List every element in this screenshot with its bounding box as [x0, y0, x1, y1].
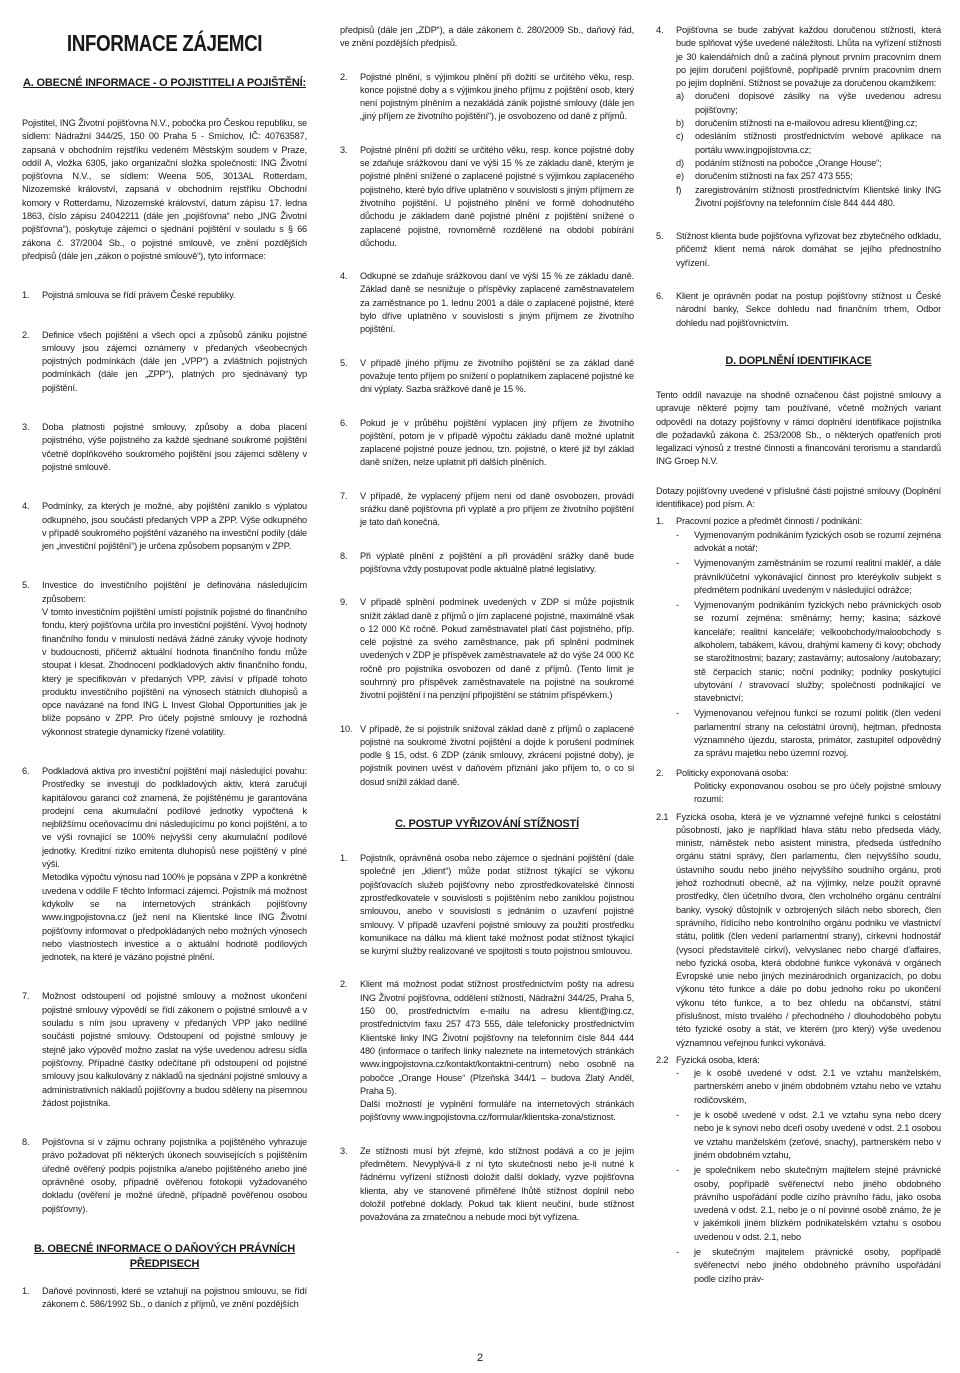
list-item: 8. Pojišťovna si v zájmu ochrany pojistníka a pojištěného vyhrazuje právo požadovat při některých úkonech souvisejících s pojištěním úředně ověřený podpis pojistníka a/anebo pojištěného anebo jiné oprávněné osoby, případně ověřenou fotokopii vyžadovaného dokladu (ověření je možné úředně, případně pověřenou osobou pojišťovny). [22, 1137, 307, 1214]
section-d-intro-2: Dotazy pojišťovny uvedené v příslušné části pojistné smlouvy (Doplnění identifikace) pod písm. A: [656, 485, 941, 510]
dash-item: - je k osobě uvedené v odst. 2.1 ve vztahu manželském, partnerském anebo v jiném obdobném vztahu nebo ve vztahu rodičovském, [676, 1068, 941, 1105]
list-item: 6. Podkladová aktiva pro investiční pojištění mají následující povahu: Prostředky se investují do podkladových aktiv, která zaručují kapitálovou garanci což znamená, že pojištěnému je garantována prodejní cena akumulační podílové jednotky vypočtená k nejbližšímu oceňovacímu dni následujícímu po konci pojištění, a to ve výši rovnající se 100% nejvyšší ceny akumulační podílové jednotky. Kreditní riziko emitenta dluhopisů nese pojištěný v plné výši. Metodika výpočtu výnosu nad 100% je popsána v ZPP a konkrétně uvedena v oddíle F těchto Informací zájemci. Pojistník má možnost kdykoliv se na internetových stránkách pojišťovny www.ingpojistovna.cz (jež není na Klientské lince ING Životní pojišťovny informovat o předpokládaných nebo možných výnosech nebo vlastnostech investice a o aktuální hodnotě podílových jednotek, na které je vázáno pojistné plnění. [22, 765, 307, 963]
section-b-title-line2: PŘEDPISECH [129, 1257, 200, 1270]
dash-item: - Vyjmenovaným podnikáním fyzických osob se rozumí zejména advokát a notář; [676, 529, 941, 553]
list-item: 5. Investice do investičního pojištění je definována následujícím způsobem: V tomto investičním pojištění umístí pojistník pojistné do finančního fondu, který pojišťovna určila pro investiční pojištění. Vývoj hodnoty finančního fondu v minulosti nedává žádné záruky vývoje hodnoty v budoucnosti, přičemž aktuální hodnota finančního fondu může stoupat i klesat. Zhodnocení podkladových aktiv finančního fondu, který je specifikován v předaných VPP, závisí v případě tohoto produktu investičního pojištění na výnosech státních dluhopisů a opce navázané na fond ING L Invest Global Opportunities jak je blíže popsáno v ZPP. Pro účely pojistné smlouvy je rozhodná výkonnost strategie dynamicky řízené volatility. [22, 580, 307, 737]
sub-item: e) doručením stížnosti na fax 257 473 555; [676, 171, 853, 182]
list-item: 2.2 Fyzická osoba, která: [656, 1054, 760, 1065]
section-c-title: C. POSTUP VYŘIZOVÁNÍ STÍŽNOSTÍ [395, 818, 579, 831]
list-item: 4. Odkupné se zdaňuje srážkovou daní ve výši 15 % ze základu daně. Základ daně se nesnižuje o příspěvky zaplacené zaměstnavatelem za zaměstnance po 1. lednu 2001 a dále o zaplacené pojistné, které bylo dříve uplatněno v souvislosti s jiným příjmem ze životního pojištění. [340, 271, 634, 335]
list-item: 2. Klient má možnost podat stížnost prostřednictvím pošty na adresu ING Životní pojišťovna, oddělení stížností, Nádražní 344/25, Praha 5, 150 00, prostřednictvím e-mailu na adresu klient@ing.cz, prostřednictvím faxu 257 473 555, dále telefonicky prostřednictvím Klientské linky ING Životní pojišťovny na telefonním čísle 844 444 480 (informace o tarifech linky naleznete na internetových stránkách www.ingpojistovna.cz/kontakt/kontaktni-centrum) nebo osobně na pobočce „Orange House“ (Plzeňská 344/1 – budova Zlatý Anděl, Praha 5). Další možností je vyplnění formuláře na internetových stránkách pojišťovny www.ingpojistovna.cz/formular/klientska-zona/stiznost. [340, 979, 634, 1123]
list-item: 1. Pojistník, oprávněná osoba nebo zájemce o sjednání pojištění (dále společně jen „klient“) může podat stížnost týkající se výkonu pojišťovacích služeb pojišťovny nebo zprostředkovatelské činnosti zprostředkovatele v souvislosti s pojištěním nebo zaniklou pojistnou smlouvou, anebo v souvislosti s jednáním o uzavření pojistné smlouvy. V případě uzavření pojistné smlouvy za použití prostředku komunikace na dálku má klient také možnost podat stížnost týkající se kurýrní služby realizované ve spojitosti s touto pojistnou smlouvou. [340, 853, 634, 957]
sub-item: d) podáním stížnosti na pobočce „Orange House“; [676, 157, 882, 168]
list-item: 3. Pojistné plnění při dožití se určitého věku, resp. konce pojistné doby se zdaňuje srážkovou daní ve výši 15 % ze základu daně, kterým je pojistné plnění snížené o zaplacené pojistné s výjimkou zaplaceného pojistného, které bylo dříve uplatněno v souvislosti s jiným příjmem ze životního pojištění. U pojistného plnění ve formě dohodnutého důchodu je základem daně pojistné plnění z pojištění snížené o zaplacené pojistné, rovnoměrně rozdělené na období pobírání důchodu. [340, 144, 634, 248]
dash-item: - je společníkem nebo skutečným majitelem stejné právnické osoby, popřípadě svěřenectví nebo jiného obdobného právního uspořádání podle cizího právního řádu, jako osoba uvedená v odst. 2.1, nebo je o ní povinné osobě známo, že je v jakémkoli jiném blízkém podnikatelském vztahu s osobou uvedenou v odst. 2.1, nebo [676, 1165, 941, 1242]
section-a-title: A. OBECNÉ INFORMACE - O POJISTITELI A POJIŠTĚNÍ: [23, 77, 306, 89]
list-item: 7. V případě, že vyplacený příjem není od daně osvobozen, provádí srážku daně pojišťovna při výplatě a pro příjem ze životního pojištění je tato daň konečná. [340, 490, 634, 528]
column-left [22, 24, 307, 1324]
list-item: 1. Daňové povinnosti, které se vztahují na pojistnou smlouvu, se řídí zákonem č. 586/1992 Sb., o daních z příjmů, ve znění pozdějších [22, 1285, 307, 1310]
list-item: 2. Definice všech pojištění a všech opcí a způsobů zániku pojistné smlouvy jsou zájemci oznámeny v předaných všeobecných pojistných podmínkách (dále jen „VPP“) a zvláštních pojistných podmínkách (dále jen „ZPP“), platných pro sjednávaný typ pojištění. [22, 329, 307, 393]
dash-list [676, 1067, 941, 1286]
sub-item: c) odesláním stížnosti prostřednictvím webové aplikace na portálu www.ingpojistovna.cz; [676, 131, 941, 155]
dash-item: - Vyjmenovaným podnikáním fyzických nebo právnických osob se rozumí zejména: směnárny; herny; kasina; sázkové kanceláře; realitní kanceláře; velkoobchody/maloobchody s alkoholem, tabákem, kávou, drahými kameny či kovy; obchody se starožitnostmi; bazary; zastavárny; autosalony /autobazary; stě čerpacích stanic; noční podniky; podniky poskytující ubytování / stravovací služby; společnosti podnikající ve stavebnictví; [676, 600, 941, 704]
list-item: 6. Pokud je v průběhu pojištění vyplacen jiný příjem ze životního pojištění, potom je v případě výpočtu základu daně možné uplatnit zaplacené pojistné pouze jednou, tzn. pojistné, o které již byl základ daně snížen, nelze uplatnit při dalších plněních. [340, 417, 634, 468]
dash-list [676, 529, 941, 761]
list-item: 8. Při výplatě plnění z pojištění a při provádění srážky daně bude pojišťovna vždy postupovat podle aktuálně platné legislativy. [340, 550, 634, 574]
dash-item: - Vyjmenovanou veřejnou funkcí se rozumí politik (člen vedení parlamentní strany na celostátní úrovni), hejtman, přednosta významného újezdu, starosta, primátor, zastupitel odpovědný za správu majetku nebo územní rozvoj. [676, 708, 941, 759]
insurer-intro: Pojistitel, ING Životní pojišťovna N.V., pobočka pro Českou republiku, se sídlem: Nádražní 344/25, 150 00 Praha 5 - Smíchov, IČ: 40763587, zapsaná v obchodním rejstříku vedeném Městským soudem v Praze, oddíl A, vložka 6305, jako organizační složka společnosti: ING Životní pojišťovna N.V., se sídlem: Weena 505, 3013AL Rotterdam, Nizozemské království, zapsaná v obchodním rejstříku Obchodní komory v Rotterdamu, Nizozemské království, datum zápisu 17. ledna 1863, číslo zápisu 24042211 (dále jen „pojišťovna“ nebo „ING Životní pojišťovna“), poskytuje zájemci o sjednání pojištění v souladu s § 66 zákona č. 37/2004 Sb., o pojistné smlouvě, ve znění pozdějších předpisů (dále jen „zákon o pojistné smlouvě“), tyto informace: [22, 118, 307, 261]
list-item: 4. Pojišťovna se bude zabývat každou doručenou stížností, která bude splňovat výše uvedené náležitosti. Lhůta na vyřízení stížnosti je 30 kalendářních dnů a začíná plynout prvním pracovním dnem po jejím doručení pojišťovně, popřípadě prvním pracovním dnem po jejím doplnění. Stížnost se považuje za doručenou okamžikem: a) doručení dopisové zásilky na výše uvedenou adresu pojišťovny; b) doručením stížnosti na e-mailovou adresu klient@ing.cz; c) odesláním stížnosti prostřednictvím webové aplikace na portálu www.ingpojistovna.cz; d) podáním stížnosti na pobočce „Orange House“; e) doručením stížnosti na fax 257 473 555; f) zaregistrováním stížnosti prostřednictvím Klientské linky ING Životní pojišťovny na telefonním čísle 844 444 480. [656, 24, 941, 210]
column-right [656, 24, 941, 1288]
list-item: 4. Podmínky, za kterých je možné, aby pojištění zaniklo s výplatou odkupného, jsou součástí předaných VPP a ZPP. Výše odkupného v případě soukromého pojištění vázaného na investiční podíly (dále jen „investiční pojištění“) je určena způsobem popsaným v ZPP. [22, 501, 307, 552]
page-number: 2 [476, 1352, 484, 1364]
dash-item: - Vyjmenovaným zaměstnáním se rozumí realitní makléř, a dále právník/účetní vykonávající činnost pro kteréykoliv subjekt s předmětem podnikání uvedeným v následující odrážce; [676, 558, 941, 595]
list-item: 2.1 Fyzická osoba, která je ve významné veřejné funkci s celostátní působností, jako je například hlava státu nebo předseda vlády, ministr, náměstek nebo asistent ministra, předseda ústředního orgánu státní správy, člen parlamentu, člen nejvyššího soudu, ústavního soudu nebo jiného nejvyššího soudního orgánu, proti jehož rozhodnutí obecně, až na výjimky, nelze použít opravné prostředky, člen účetního dvora, člen vrcholného orgánu centrální banky, vysoký důstojník v ozbrojených silách nebo sborech, člen správního, řídícího nebo kontrolního orgánu podniku ve vlastnictví státu, politik (člen vedení parlamentní strany), církevní hodnostář (vysocí představitelé církví), velvyslanec nebo chargé d'affaires, nebo fyzická osoba, která obdobné funkce vykonává v orgánech Evropské unie nebo jiných mezinárodních organizacích, po dobu výkonu této funkce a dále po dobu jednoho roku po ukončení výkonu této funkce, a to bez ohledu na občanství, státní příslušnost, místo trvalého / přechodného / dlouhodobého pobytu této fyzické osoby a stát, ve kterém (pro který) výše uvedenou významnou veřejnou funkci vykonává. [656, 811, 941, 1048]
list-item: 1. Pojistná smlouva se řídí právem České republiky. [22, 290, 236, 301]
list-item: 5. V případě jiného příjmu ze životního pojištění se za základ daně považuje tento příjem po snížení o poplatníkem zaplacené pojistné ke dni výplaty. Sazba srážkové daně je 15 %. [340, 357, 634, 395]
continued-text: předpisů (dále jen „ZDP“), a dále zákonem č. 280/2009 Sb., daňový řád, ve znění pozdějších předpisů. [340, 25, 634, 49]
section-b-title: B. OBECNÉ INFORMACE O DAŇOVÝCH PRÁVNÍCH [33, 1242, 296, 1255]
sub-item: a) doručení dopisové zásilky na výše uvedenou adresu pojišťovny; [676, 91, 941, 115]
sub-item: f) zaregistrováním stížnosti prostřednictvím Klientské linky ING Životní pojišťovny na telefonním čísle 844 444 480. [676, 184, 941, 208]
section-d-intro: Tento oddíl navazuje na shodně označenou část pojistné smlouvy a upravuje některé pojmy tam používané, včetně možných variant odpovědí na dotazy pojišťovny v rámci doplnění identifikace pojistníka dle požadavků zákona č. 253/2008 Sb., o některých opatřeních proti legalizaci výnosů z trestné činnosti a financování terorismu a standardů ING Groep N.V. [656, 389, 941, 467]
page-title: INFORMACE ZÁJEMCI [66, 30, 263, 56]
list-item: 3. Doba platnosti pojistné smlouvy, způsoby a doba placení pojistného, výše pojistného za každé sjednané soukromé pojištění včetně doplňkového soukromého pojištění jsou zájemci sděleny v pojistné smlouvě. [22, 422, 307, 472]
sub-item: b) doručením stížnosti na e-mailovou adresu klient@ing.cz; [676, 118, 918, 129]
column-middle [340, 24, 634, 1237]
pep-definition: Politicky exponovanou osobou se pro účely pojistné smlouvy rozumí: [694, 780, 941, 805]
list-item: 7. Možnost odstoupení od pojistné smlouvy a možnost ukončení pojistné smlouvy výpovědí se řídí zákonem o pojistné smlouvě a v souladu s ním jsou upraveny v předaných VPP jako nedílné součásti pojistné smlouvy. Odstoupení od pojistné smlouvy je stejně jako výpověď možno zaslat na výše uvedenou adresu sídla pojišťovny. Případné částky odečítané při odstoupení od pojistné smlouvy jsou kalkulovány z nákladů na sjednání pojistné smlouvy a administrativních nákladů pojišťovny a budou sděleny na písemnou žádost pojistníka. [22, 991, 307, 1108]
list-item: 1. Pracovní pozice a předmět činnosti / podnikání: [656, 516, 862, 527]
section-d-title: D. DOPLNĚNÍ IDENTIFIKACE [725, 354, 872, 367]
list-item: 10. V případě, že si pojistník snižoval základ daně z příjmů o zaplacené pojistné na soukromé životní pojištění a dojde k porušení podmínek podle § 15, odst. 6 ZDP (zánik smlouvy, zkrácení pojistné doby), je pojistník povinen uvést v daňovém přiznání jako příjem to, o co si dosud snížil základ daně. [340, 723, 634, 787]
dash-item: - je skutečným majitelem právnické osoby, popřípadě svěřenectví nebo jiného obdobného právního uspořádání podle cizího práv- [676, 1247, 941, 1284]
list-item: 2. Politicky exponovaná osoba: [656, 767, 789, 778]
list-item: 2. Pojistné plnění, s výjimkou plnění při dožití se určitého věku, resp. konce pojistné doby a s výjimkou jiného příjmu z pojištění osob, který není pojistným plněním a nezakládá zánik pojistné smlouvy (dále jen „jiný příjem ze životního pojištění“), je osvobozeno od daně z příjmů. [340, 71, 634, 122]
list-item: 9. V případě splnění podmínek uvedených v ZDP si může pojistník snížit základ daně z příjmů o jím zaplacené pojistné, maximálně však o 12 000 Kč ročně. Pokud zaměstnavatel platí část pojistného, příp. celé pojistné za svého zaměstnance, pak při splnění podmínek uvedených v ZDP je příspěvek zaměstnavatele až do výše 24 000 Kč ročně pro pojistníka osvobozen od daně z příjmů. (Tento limit je souhrnný pro příspěvek zaměstnavatele na pojistné na soukromé životní pojištění i na penzijní připojištění se státním příspěvkem.) [340, 597, 634, 701]
list-item: 5. Stížnost klienta bude pojišťovna vyřizovat bez zbytečného odkladu, přičemž klient nemá nárok domáhat se jejího přednostního vyřízení. [656, 231, 941, 268]
dash-item: - je k osobě uvedené v odst. 2.1 ve vztahu syna nebo dcery nebo je k synovi nebo dceři osoby uvedené v odst. 2.1 osobou ve vztahu manželském (zeťové, snachy), partnerském nebo v jiném obdobném vztahu, [676, 1110, 941, 1160]
list-item: 3. Ze stížnosti musí být zřejmé, kdo stížnost podává a co je jejím předmětem. Nevyplývá-li z ní tyto skutečnosti nebo je-li nutné k řádnému vyřízení stížnosti doložit další doklady, vyzve pojišťovna klienta, aby ve stanovené přiměřené lhůtě stížnost doplnil nebo doložil potřebné doklady. Pokud tak klient neučiní, bude stížnost považována za zmatečnou a nebude moci být vyřízena. [340, 1145, 634, 1223]
list-item: 6. Klient je oprávněn podat na postup pojišťovny stížnost u České národní banky, Sekce dohledu nad finančním trhem, Odbor dohledu nad pojišťovnictvím. [656, 291, 941, 328]
